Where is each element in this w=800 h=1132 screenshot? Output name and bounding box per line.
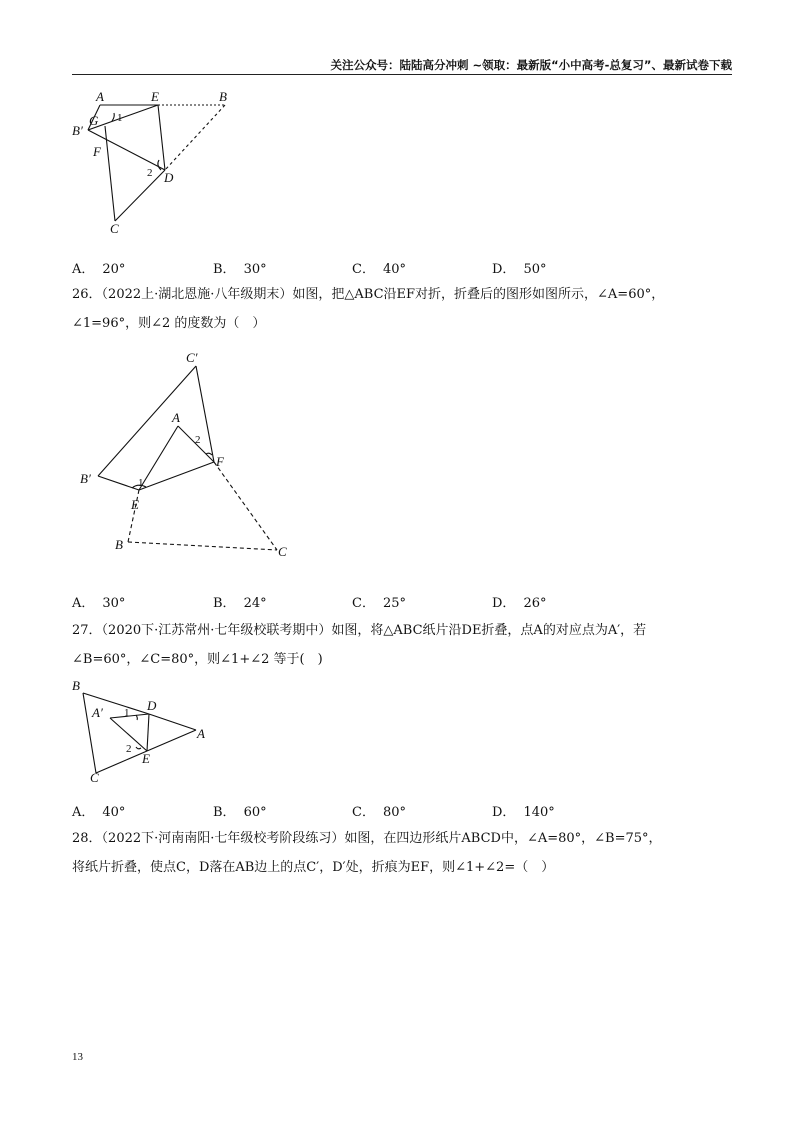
q25-label-A: A (96, 89, 104, 104)
q25-label-B: B (219, 89, 227, 104)
q25-option-d[interactable]: D． 50° (492, 262, 547, 277)
q28-line-2: 将纸片折叠，使点C，D落在AB边上的点C′，D′处，折痕为EF，则∠1+∠2=（ ） (72, 860, 555, 875)
q25-label-D: D (164, 170, 174, 185)
q26-figure (72, 346, 302, 566)
q25-label-B-prime: B′ (72, 123, 83, 138)
q27-label-B: B (72, 678, 80, 693)
q27-label-A: A (197, 726, 205, 741)
q26-line-2: ∠1=96°，则∠2 的度数为（ ） (72, 316, 266, 331)
q27-stem (72, 616, 732, 674)
q28-line-1: 28．（2022下·河南南阳·七年级校考阶段练习）如图，在四边形纸片ABCD中，∠A=80°，∠B=75°， (72, 831, 662, 846)
q27-angle-2: 2 (126, 743, 132, 755)
q25-label-C: C (110, 221, 119, 236)
q26-label-A: A (172, 410, 180, 425)
q26-stem (72, 280, 732, 338)
q28-stem (72, 824, 732, 882)
q26-options (72, 592, 732, 612)
q26-label-B-prime: B′ (80, 471, 91, 486)
q26-label-E: E (131, 497, 139, 512)
q26-label-F: F (216, 454, 224, 469)
q27-option-c[interactable]: C． 80° (352, 805, 406, 820)
q26-label-B: B (115, 537, 123, 552)
q26-option-a[interactable]: A． 30° (72, 596, 126, 611)
q25-angle-1: 1 (117, 112, 123, 124)
q26-option-b[interactable]: B． 24° (213, 596, 267, 611)
q26-angle-1: 1 (138, 477, 144, 489)
q25-label-F: F (93, 144, 101, 159)
q25-label-E: E (151, 89, 159, 104)
q27-label-D: D (147, 698, 157, 713)
q27-angle-1: 1 (124, 707, 130, 719)
q25-option-c[interactable]: C． 40° (352, 262, 406, 277)
q27-options (72, 801, 732, 821)
q26-option-c[interactable]: C． 25° (352, 596, 406, 611)
q25-label-G: G (89, 113, 99, 128)
q27-figure (66, 678, 216, 788)
q26-angle-2: 2 (195, 434, 201, 446)
q25-angle-2: 2 (147, 167, 153, 179)
q27-option-b[interactable]: B． 60° (213, 805, 267, 820)
q26-label-C-prime: C′ (186, 350, 198, 365)
q27-label-C: C (90, 770, 99, 785)
q26-line-1: 26．（2022上·湖北恩施·八年级期末）如图，把△ABC沿EF对折，折叠后的图形如图所示，∠A=60°， (72, 287, 665, 302)
q25-options (72, 258, 732, 278)
q25-option-b[interactable]: B． 30° (213, 262, 267, 277)
q25-figure (60, 86, 250, 236)
header-divider (72, 74, 732, 75)
q26-option-d[interactable]: D． 26° (492, 596, 547, 611)
q27-label-A-prime: A′ (92, 705, 103, 720)
q27-line-2: ∠B=60°，∠C=80°，则∠1+∠2 等于( ) (72, 652, 323, 667)
q26-label-C: C (278, 544, 287, 559)
q25-option-a[interactable]: A． 20° (72, 262, 126, 277)
q27-line-1: 27．（2020下·江苏常州·七年级校联考期中）如图，将△ABC纸片沿DE折叠，点A的对应点为A′，若 (72, 623, 647, 638)
page-number: 13 (72, 1051, 83, 1063)
page-header: 关注公众号：陆陆高分冲刺 ~领取：最新版“小中高考-总复习”、最新试卷下载 (330, 58, 732, 72)
q27-label-E: E (142, 751, 150, 766)
q27-option-a[interactable]: A． 40° (72, 805, 126, 820)
q27-option-d[interactable]: D． 140° (492, 805, 555, 820)
